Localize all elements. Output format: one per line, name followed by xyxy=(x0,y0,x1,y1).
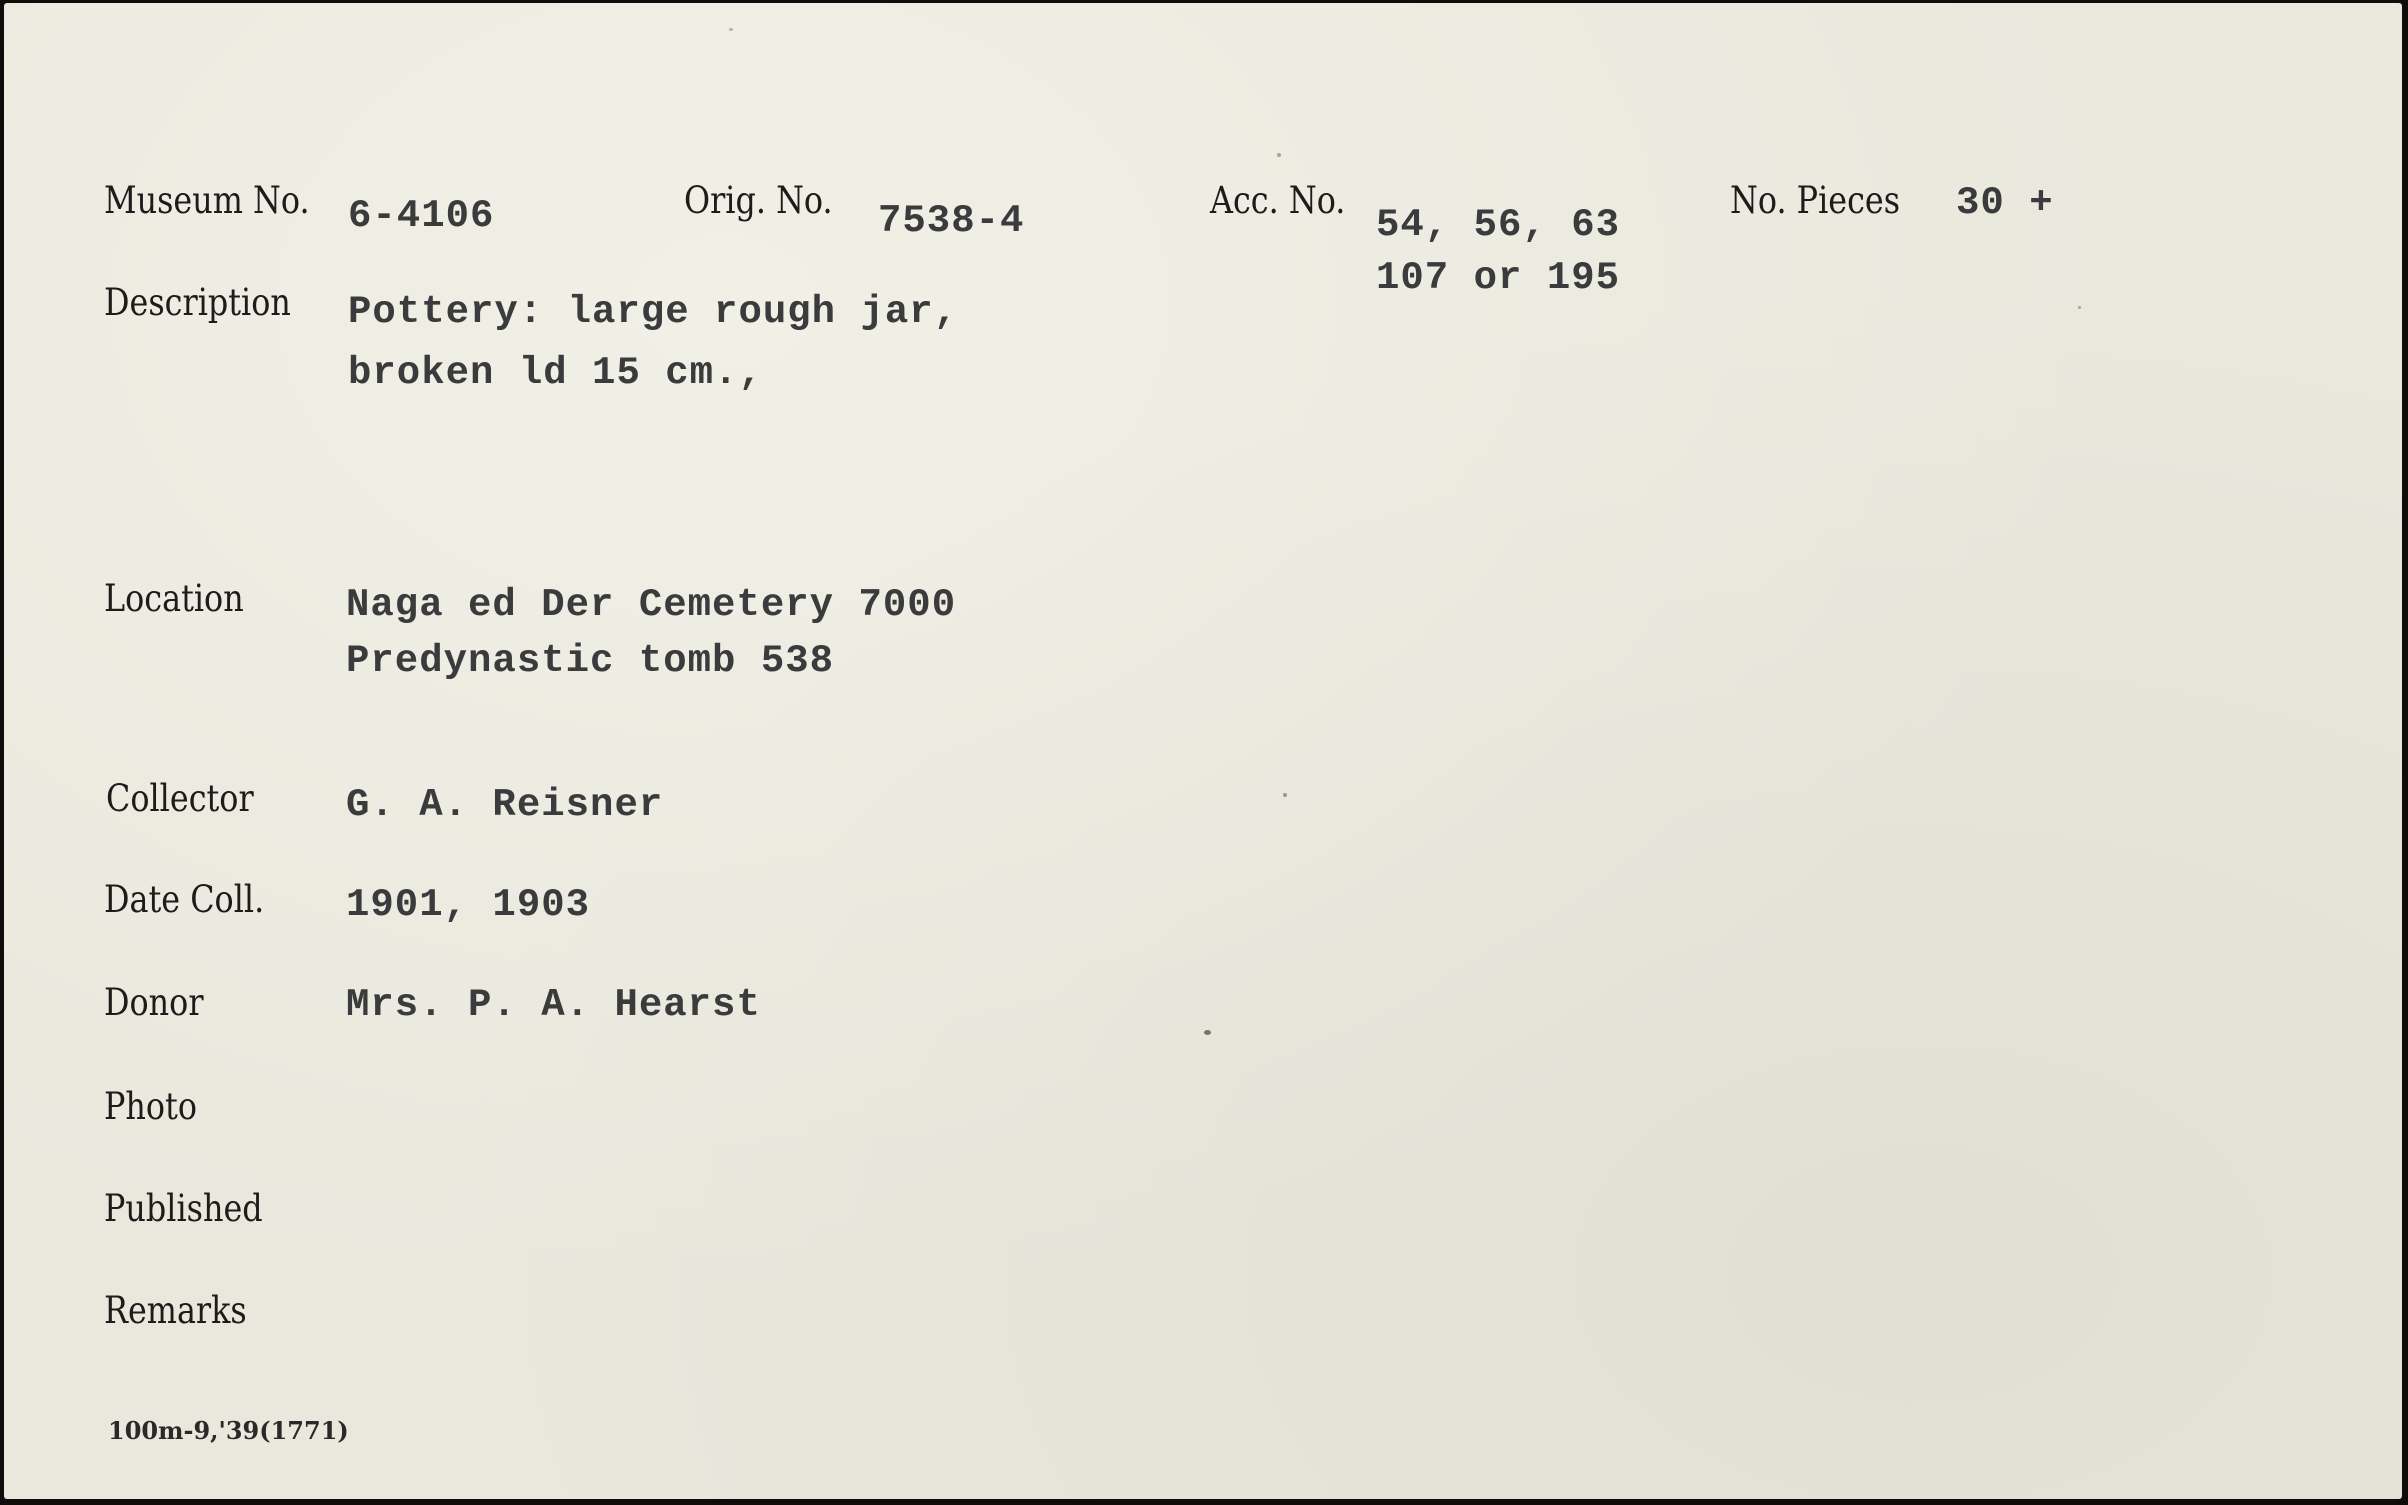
photo-label: Photo xyxy=(104,1085,198,1128)
location-value-line2: Predynastic tomb 538 xyxy=(346,639,835,683)
paper-speck xyxy=(1277,153,1281,157)
no-pieces-label: No. Pieces xyxy=(1730,179,1901,222)
orig-no-label: Orig. No. xyxy=(684,179,833,222)
print-code: 100m-9,'39(1771) xyxy=(108,1416,349,1445)
paper-speck xyxy=(1283,793,1287,797)
museum-no-label: Museum No. xyxy=(104,179,310,222)
location-label: Location xyxy=(104,577,244,620)
orig-no-value: 7538-4 xyxy=(878,199,1025,243)
date-coll-value: 1901, 1903 xyxy=(346,883,591,927)
description-value-line2: broken ld 15 cm., xyxy=(348,351,763,395)
no-pieces-value: 30 + xyxy=(1956,181,2054,225)
collector-label: Collector xyxy=(106,777,254,820)
collector-value: G. A. Reisner xyxy=(346,783,664,827)
published-label: Published xyxy=(104,1187,263,1230)
catalog-card xyxy=(4,3,2402,1499)
location-value-line1: Naga ed Der Cemetery 7000 xyxy=(346,583,957,627)
acc-no-label: Acc. No. xyxy=(1210,179,1346,222)
date-coll-label: Date Coll. xyxy=(104,878,265,921)
description-label: Description xyxy=(104,281,291,324)
paper-speck xyxy=(1204,1030,1211,1035)
remarks-label: Remarks xyxy=(104,1289,247,1332)
description-value-line1: Pottery: large rough jar, xyxy=(348,290,959,334)
donor-value: Mrs. P. A. Hearst xyxy=(346,983,761,1027)
donor-label: Donor xyxy=(104,981,204,1024)
acc-no-value-line1: 54, 56, 63 xyxy=(1376,203,1621,247)
paper-speck xyxy=(729,28,733,31)
museum-no-value: 6-4106 xyxy=(348,194,495,238)
acc-no-value-line2: 107 or 195 xyxy=(1376,256,1621,300)
paper-speck xyxy=(2078,306,2081,309)
